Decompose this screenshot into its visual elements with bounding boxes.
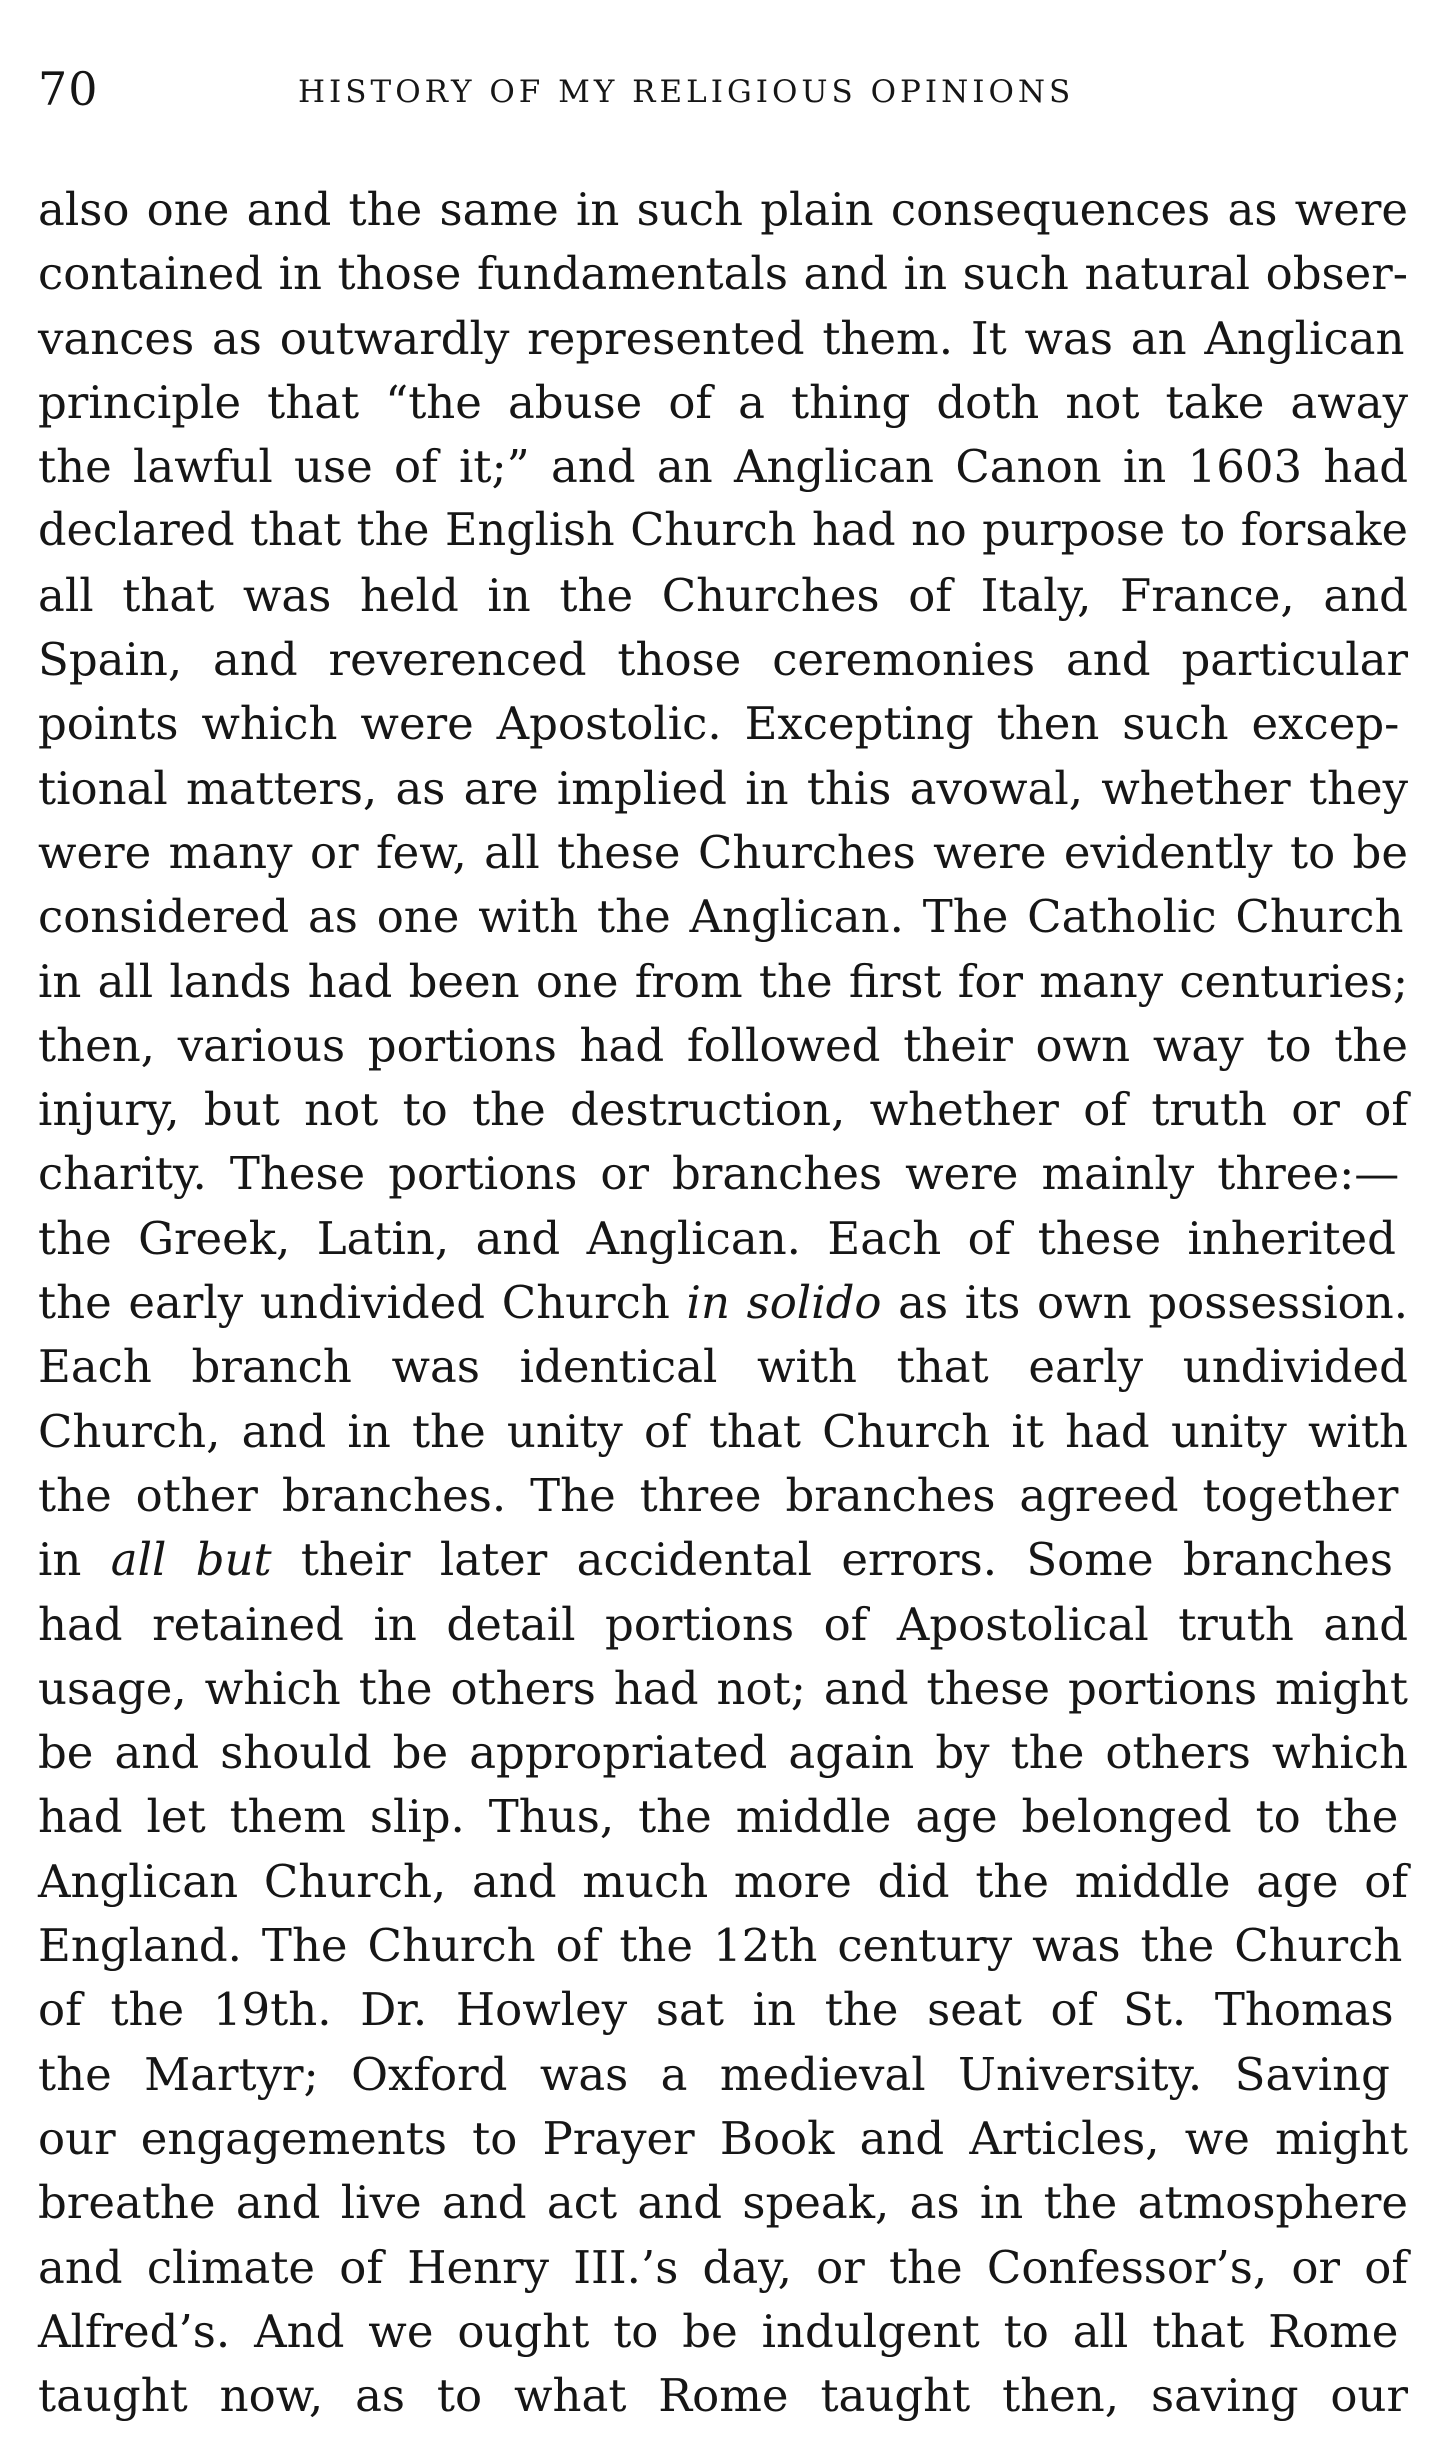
text-line	[38, 1593, 1408, 1657]
text-segment: had let them slip. Thus, the middle age belonged to the	[38, 1790, 1399, 1844]
text-segment: taught now, as to what Rome taught then, saving our	[38, 2369, 1408, 2423]
text-segment: had retained in detail portions of Apostolical truth and	[38, 1597, 1408, 1651]
text-segment: in	[38, 1533, 111, 1587]
text-segment: our engagements to Prayer Book and Articles, we might	[38, 2111, 1408, 2165]
text-line	[38, 2236, 1408, 2300]
text-line	[38, 1335, 1408, 1399]
text-segment: the Greek, Latin, and Anglican. Each of these inherited	[38, 1211, 1396, 1265]
text-segment: contained in those fundamentals and in such natural obser-	[38, 247, 1408, 301]
text-segment: were many or few, all these Churches were evidently to be	[38, 825, 1408, 879]
text-segment: Church, and in the unity of that Church it had unity with	[38, 1404, 1408, 1458]
text-line	[38, 1850, 1408, 1914]
text-segment: then, various portions had followed their own way to the	[38, 1018, 1408, 1072]
text-line	[38, 307, 1408, 371]
text-line	[38, 1914, 1408, 1978]
text-segment: all that was held in the Churches of Italy, France, and	[38, 568, 1408, 622]
text-line	[38, 2364, 1408, 2428]
text-line	[38, 1785, 1408, 1849]
text-segment: their later accidental errors. Some branches	[271, 1533, 1393, 1587]
text-segment: points which were Apostolic. Excepting then such excep-	[38, 697, 1400, 751]
text-segment: usage, which the others had not; and these portions might	[38, 1661, 1408, 1715]
text-line	[38, 499, 1408, 563]
italic-segment: in solido	[686, 1276, 882, 1330]
text-line	[38, 628, 1408, 692]
text-line	[38, 1721, 1408, 1785]
running-head	[38, 62, 1408, 122]
text-line	[38, 371, 1408, 435]
text-line	[38, 2043, 1408, 2107]
text-segment: as its own possession.	[881, 1276, 1408, 1330]
text-line	[38, 1978, 1408, 2042]
text-segment: principle that “the abuse of a thing doth not take away	[38, 375, 1408, 429]
text-line	[38, 950, 1408, 1014]
text-segment: declared that the English Church had no purpose to forsake	[38, 505, 1408, 557]
text-line	[38, 1078, 1408, 1142]
text-segment: injury, but not to the destruction, whether of truth or of	[38, 1083, 1408, 1137]
text-line	[38, 692, 1408, 756]
text-segment: England. The Church of the 12th century was the Church	[38, 1919, 1403, 1973]
text-line	[38, 2171, 1408, 2235]
text-line	[38, 435, 1408, 499]
text-line	[38, 2107, 1408, 2171]
text-line	[38, 2300, 1408, 2364]
text-line	[38, 757, 1408, 821]
page-number: 70	[38, 62, 99, 116]
text-line	[38, 1528, 1408, 1592]
italic-segment: all but	[110, 1533, 272, 1587]
text-line	[38, 1657, 1408, 1721]
text-line	[38, 885, 1408, 949]
text-line	[38, 1271, 1408, 1335]
text-segment: the Martyr; Oxford was a medieval University. Saving	[38, 2047, 1390, 2101]
text-line	[38, 178, 1408, 242]
text-segment: Spain, and reverenced those ceremonies and particular	[38, 633, 1408, 687]
text-line	[38, 1464, 1408, 1528]
text-segment: the other branches. The three branches agreed together	[38, 1468, 1399, 1522]
text-segment: vances as outwardly represented them. It was an Anglican	[38, 311, 1405, 365]
text-line	[38, 821, 1408, 885]
text-segment: and climate of Henry III.’s day, or the Confessor’s, or of	[38, 2240, 1408, 2294]
text-segment: in all lands had been one from the first for many centuries;	[38, 954, 1408, 1008]
text-segment: tional matters, as are implied in this avowal, whether they	[38, 761, 1408, 815]
text-segment: the lawful use of it;” and an Anglican Canon in 1603 had	[38, 440, 1408, 494]
text-line	[38, 1400, 1408, 1464]
text-line	[38, 1142, 1408, 1206]
text-segment: considered as one with the Anglican. The Catholic Church	[38, 890, 1404, 944]
text-segment: of the 19th. Dr. Howley sat in the seat of St. Thomas	[38, 1983, 1394, 2037]
text-line	[38, 564, 1408, 628]
text-segment: breathe and live and act and speak, as in the atmosphere	[38, 2176, 1408, 2230]
text-segment: be and should be appropriated again by the others which	[38, 1726, 1408, 1780]
text-line	[38, 242, 1408, 306]
text-segment: Alfred’s. And we ought to be indulgent to all that Rome	[38, 2304, 1399, 2358]
text-segment: also one and the same in such plain consequences as were	[38, 183, 1408, 236]
text-segment: the early undivided Church	[38, 1276, 687, 1330]
running-title: HISTORY OF MY RELIGIOUS OPINIONS	[298, 74, 1075, 110]
text-line	[38, 1014, 1408, 1078]
text-segment: Anglican Church, and much more did the middle age of	[38, 1854, 1408, 1908]
text-line	[38, 1207, 1408, 1271]
text-segment: Each branch was identical with that early undivided	[38, 1340, 1408, 1394]
text-segment: charity. These portions or branches were mainly three:—	[38, 1147, 1400, 1201]
body-text	[38, 178, 1408, 2428]
